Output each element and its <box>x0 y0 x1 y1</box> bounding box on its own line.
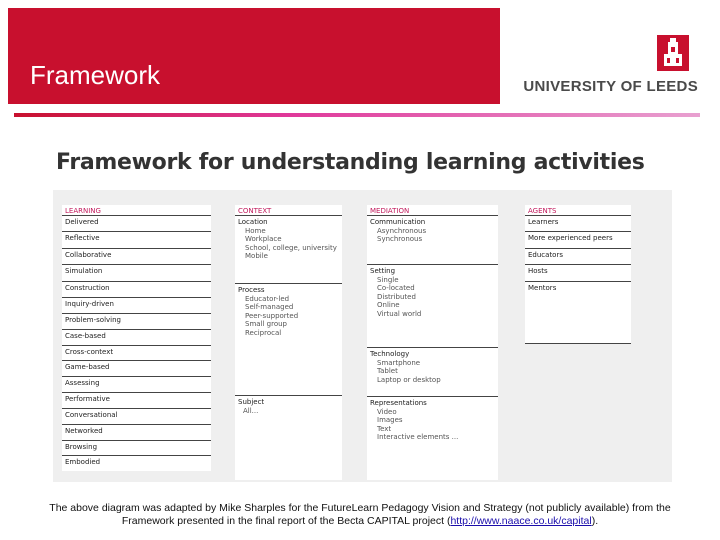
cell-subitem: Tablet <box>377 367 398 375</box>
cell-label: Subject <box>238 398 265 406</box>
caption-line: The above diagram was adapted by Mike Sharples for the FutureLearn Pedagogy Vision and Strategy (not publicly available) from the <box>49 502 671 514</box>
university-name: UNIVERSITY OF LEEDS <box>523 78 698 95</box>
figure-title: Framework for understanding learning activities <box>56 150 645 175</box>
table-cell: Game-based <box>62 361 211 377</box>
table-cell: Construction <box>62 282 211 298</box>
cell-subitem: Images <box>377 416 403 424</box>
column-heading: LEARNING <box>62 205 211 216</box>
caption-text: ). <box>591 515 599 527</box>
cell-subitem: Distributed <box>377 292 416 301</box>
table-cell: Educators <box>525 249 631 265</box>
cell-label: Process <box>238 286 265 294</box>
column-heading: MEDIATION <box>367 205 498 216</box>
cell-subitem: School, college, university <box>245 243 337 252</box>
table-cell: Mentors <box>525 282 631 344</box>
cell-subitem: Interactive elements ... <box>377 433 459 441</box>
table-cell <box>367 397 498 480</box>
cell-subitem: Peer-supported <box>245 311 299 320</box>
caption-text: Framework presented in the final report of the Becta CAPITAL project ( <box>121 515 451 527</box>
table-cell <box>367 348 498 397</box>
cell-subitem: Reciprocal <box>245 328 282 337</box>
cell-subitem: Mobile <box>245 252 268 260</box>
table-cell <box>367 216 498 265</box>
cell-subitem: Single <box>377 275 399 284</box>
column-learning <box>62 205 211 471</box>
university-crest-icon <box>656 34 690 72</box>
cell-label: Technology <box>370 350 410 358</box>
table-cell: Browsing <box>62 441 211 456</box>
table-cell: Conversational <box>62 409 211 425</box>
cell-label: Representations <box>370 399 427 407</box>
cell-label: Location <box>238 218 268 226</box>
cell-subitem: Smartphone <box>377 358 421 367</box>
cell-subitem: Educator-led <box>245 294 290 303</box>
university-logo <box>500 8 712 104</box>
header-banner <box>8 8 712 104</box>
accent-divider <box>14 113 700 117</box>
cell-subitem: Synchronous <box>377 235 423 243</box>
table-cell: Cross-context <box>62 346 211 361</box>
cell-label: Communication <box>370 218 426 226</box>
column-context <box>235 205 342 480</box>
table-cell: Learners <box>525 216 631 232</box>
table-cell: More experienced peers <box>525 232 631 249</box>
table-cell: Reflective <box>62 232 211 249</box>
table-cell <box>367 265 498 348</box>
table-cell: Hosts <box>525 265 631 282</box>
cell-subitem: Laptop or desktop <box>377 375 441 384</box>
table-cell: Delivered <box>62 216 211 232</box>
column-heading: CONTEXT <box>235 205 342 216</box>
cell-subitem: Video <box>377 407 397 416</box>
table-cell: Inquiry-driven <box>62 298 211 314</box>
cell-subitem: Home <box>245 226 266 235</box>
table-cell <box>235 284 342 396</box>
cell-subitem: All... <box>243 406 259 415</box>
cell-subitem: Self-managed <box>245 303 294 311</box>
cell-subitem: Text <box>377 424 392 433</box>
table-cell: Assessing <box>62 377 211 393</box>
cell-label: Setting <box>370 267 396 275</box>
table-cell: Networked <box>62 425 211 441</box>
cell-subitem: Virtual world <box>377 309 422 318</box>
cell-subitem: Online <box>377 301 400 309</box>
table-cell: Embodied <box>65 458 101 466</box>
capital-project-link[interactable]: http://www.naace.co.uk/capital <box>450 515 592 527</box>
framework-figure <box>53 190 672 482</box>
column-mediation <box>367 205 498 480</box>
table-cell <box>235 216 342 284</box>
cell-subitem: Workplace <box>245 235 282 243</box>
cell-subitem: Asynchronous <box>377 226 427 235</box>
cell-subitem: Co-located <box>377 284 415 292</box>
table-cell: Problem-solving <box>62 314 211 330</box>
column-agents <box>525 205 631 344</box>
table-cell: Simulation <box>62 265 211 282</box>
table-cell: Collaborative <box>62 249 211 265</box>
column-heading: AGENTS <box>525 205 631 216</box>
table-cell: Performative <box>62 393 211 409</box>
table-cell: Case-based <box>62 330 211 346</box>
caption-line <box>10 515 710 528</box>
table-cell <box>235 396 342 480</box>
figure-caption <box>10 502 710 528</box>
cell-subitem: Small group <box>245 320 287 328</box>
page-title: Framework <box>30 60 161 90</box>
